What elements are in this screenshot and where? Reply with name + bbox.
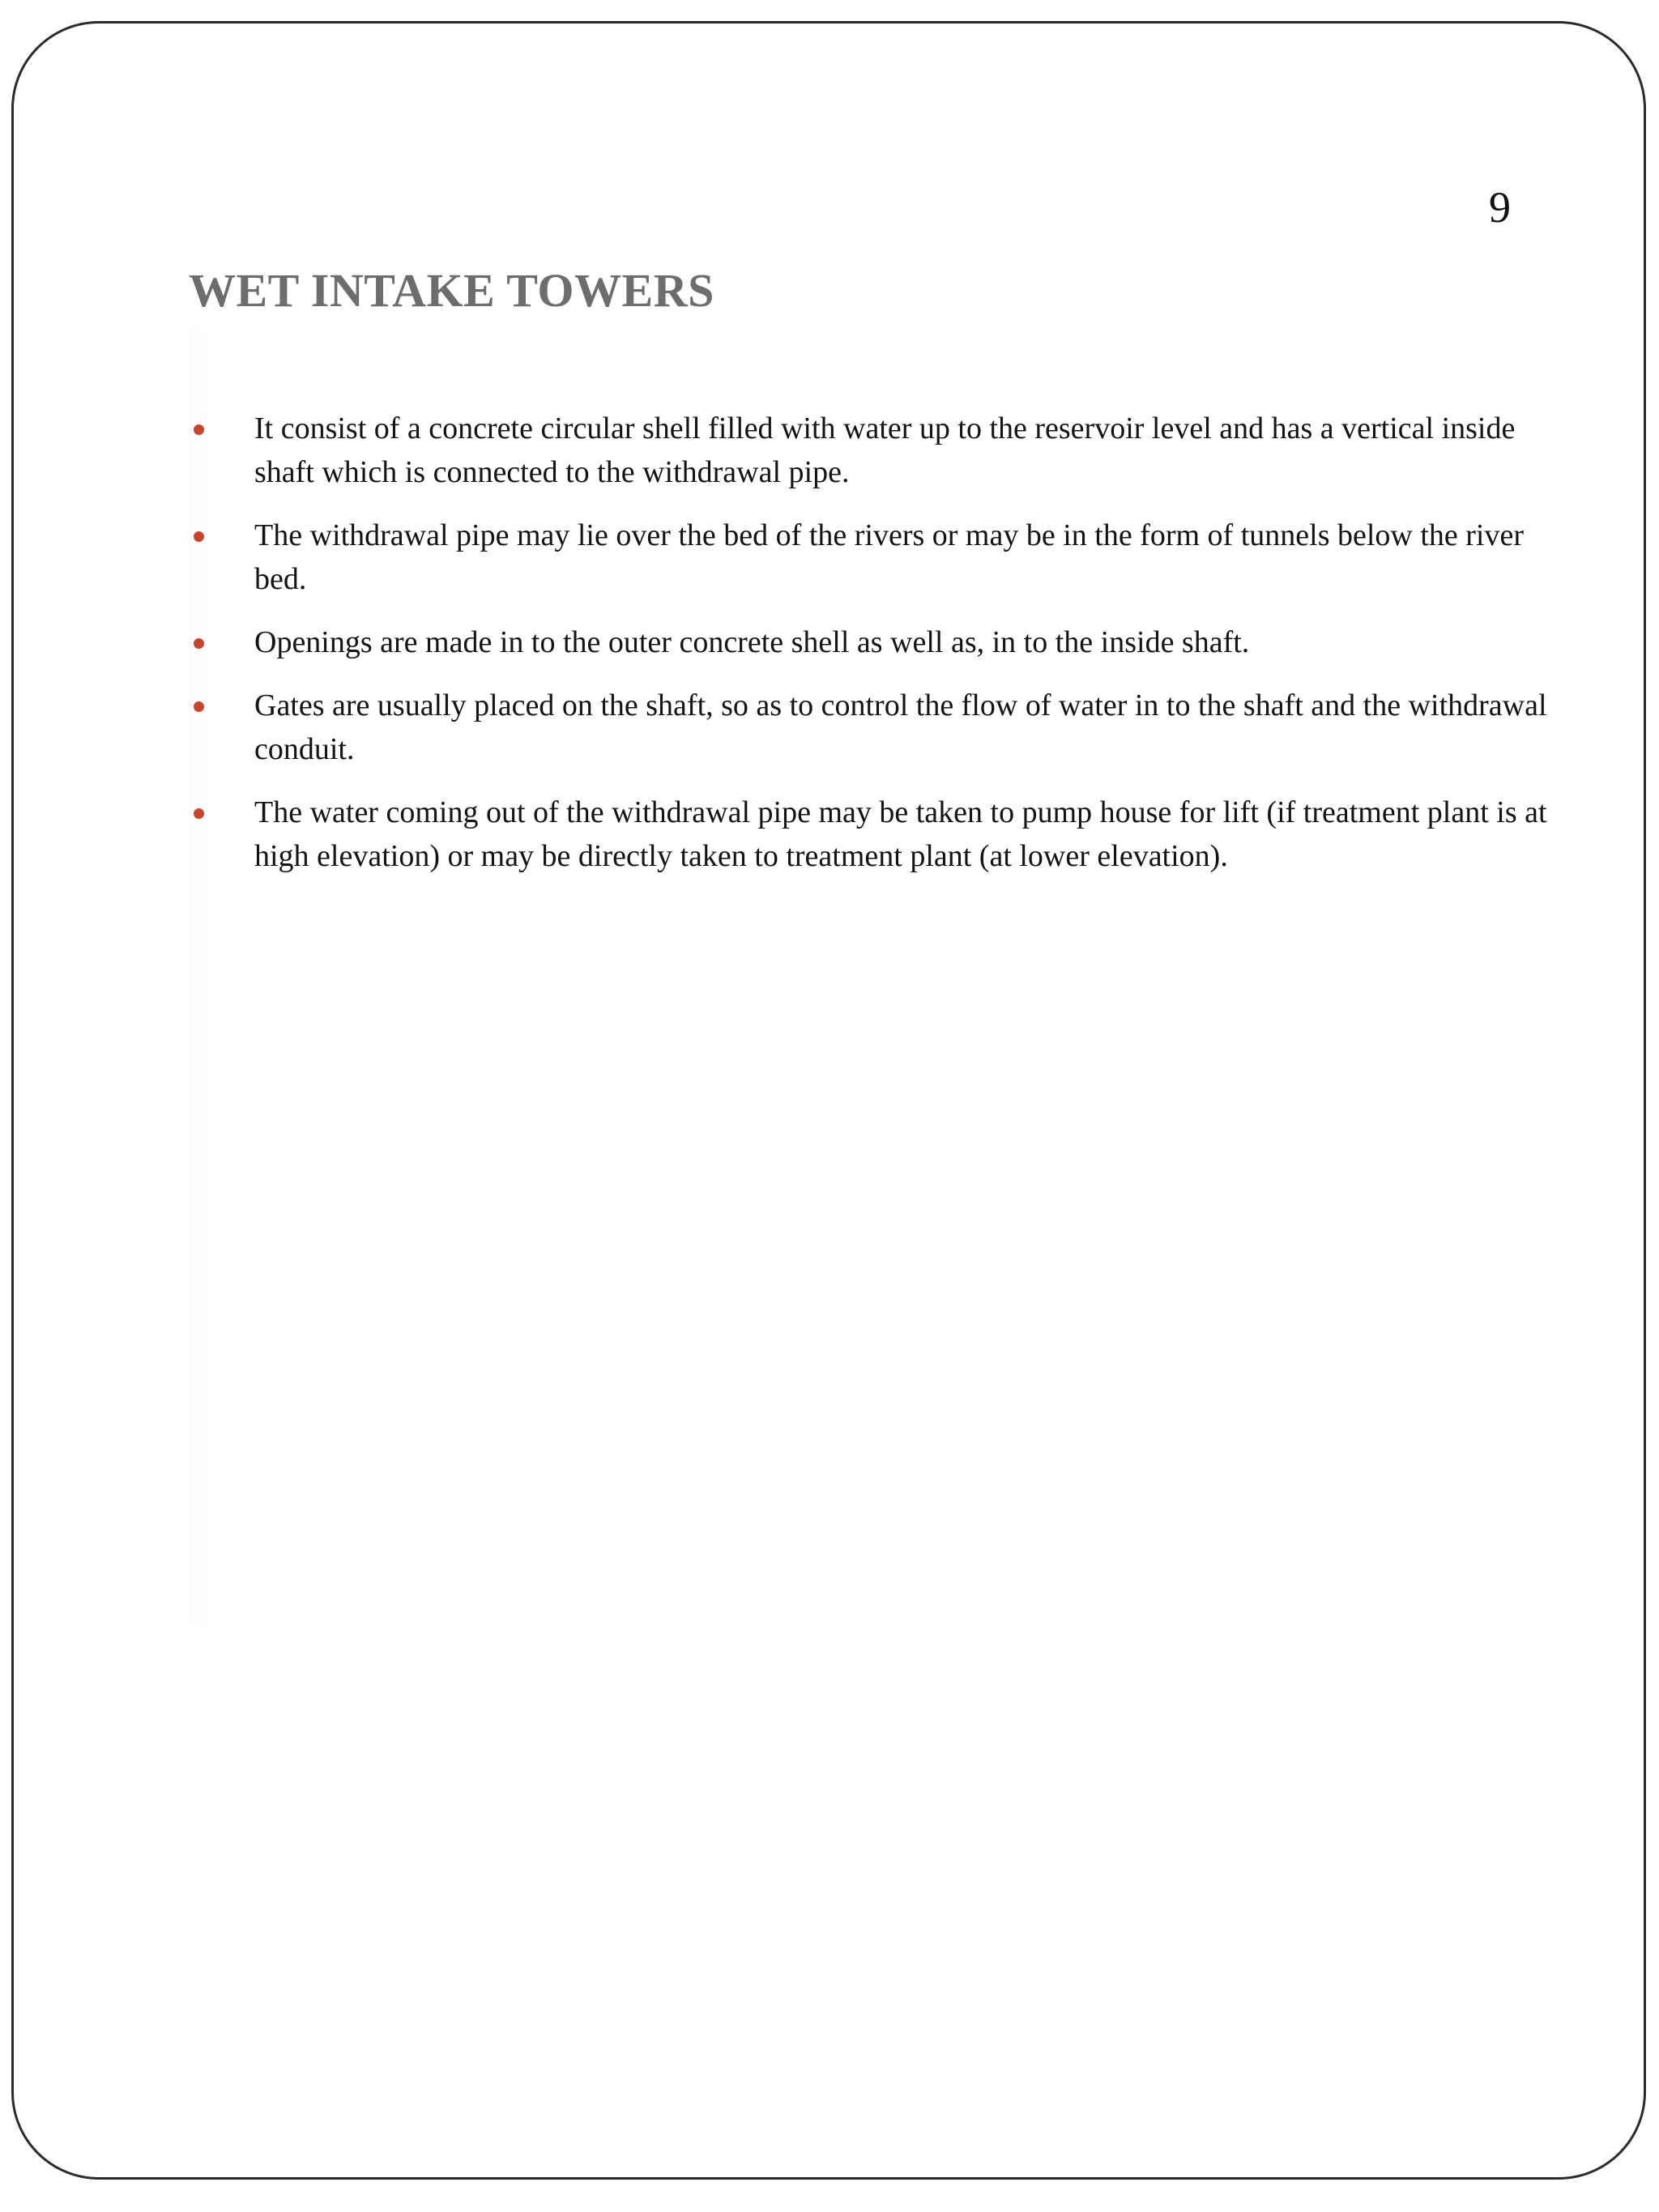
bullet-item (186, 684, 1563, 771)
bullet-dot-icon (194, 701, 204, 712)
page-number: 9 (1489, 183, 1511, 232)
bullet-dot-icon (194, 638, 204, 649)
bullet-text: It consist of a concrete circular shell filled with water up to the reservoir level and has a vertical inside shaft which is connected to the withdrawal pipe. (254, 411, 1516, 489)
slide-title: WET INTAKE TOWERS (189, 264, 714, 317)
bullet-dot-icon (194, 424, 204, 435)
bullet-dot-icon (194, 808, 204, 819)
bullet-item (186, 620, 1563, 664)
bullet-item (186, 407, 1563, 494)
bullet-text: Gates are usually placed on the shaft, so as to control the flow of water in to the shaft and the withdrawal conduit. (254, 688, 1547, 766)
bullet-text: The withdrawal pipe may lie over the bed of the rivers or may be in the form of tunnels below the river bed. (254, 518, 1524, 596)
slide-frame (11, 21, 1646, 2180)
bullet-item (186, 514, 1563, 601)
bullet-text: Openings are made in to the outer concrete shell as well as, in to the inside shaft. (254, 625, 1250, 659)
bullet-text: The water coming out of the withdrawal pipe may be taken to pump house for lift (if treatment plant is at high elevation) or may be directly taken to treatment plant (at lower elevation). (254, 795, 1547, 873)
bullet-list (186, 407, 1563, 897)
bullet-dot-icon (194, 531, 204, 542)
bullet-item (186, 791, 1563, 878)
